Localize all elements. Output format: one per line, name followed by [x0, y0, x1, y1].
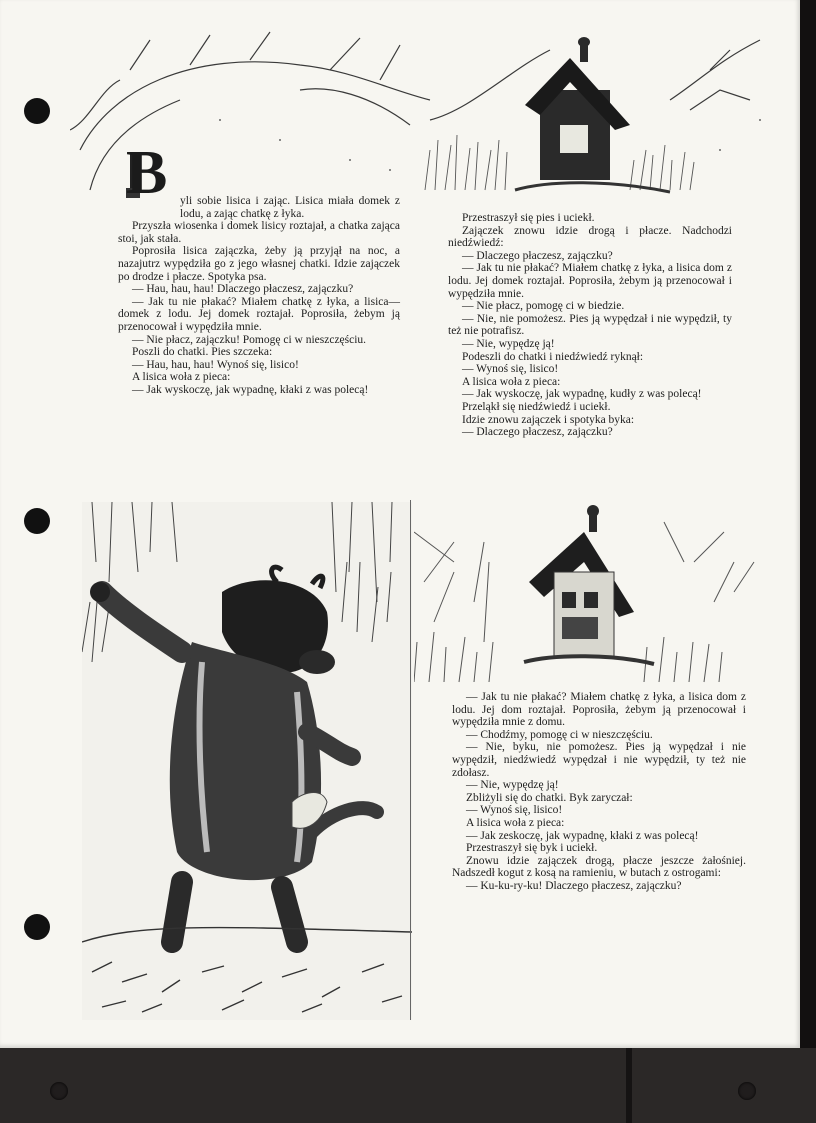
paragraph: — Wynoś się, lisico!: [466, 804, 563, 817]
dropcap-char: B: [126, 139, 168, 207]
paragraph: yli sobie lisica i zając. Lisica miała domek z lodu, a zając chatkę z łyka.: [180, 195, 400, 220]
hut-shape: [515, 37, 670, 192]
scanner-edge: [800, 0, 816, 1123]
paragraph: Podeszli do chatki i niedźwiedź ryknął:: [462, 350, 644, 363]
paragraph: — Jak wyskoczę, jak wypadnę, kudły z was polecą!: [462, 388, 702, 401]
paragraph: — Dlaczego płaczesz, zajączku?: [462, 249, 613, 262]
paragraph: — Jak tu nie płakać? Miałem chatkę z łyka, a lisica dom z lodu. Jej domek roztajał. Poprosiła, żebym ją przenocował i wypędziła mnie.: [448, 262, 732, 300]
paragraph: Znowu idzie zajączek drogą, płacze jeszcze żałośniej. Nadszedł kogut z kosą na ramieniu, w butach z ostrogami:: [452, 854, 746, 880]
bull-illustration: [82, 502, 412, 1020]
paragraph: — Nie, wypędzę ją!: [466, 779, 559, 792]
paragraph: — Nie płacz, pomogę ci w biedzie.: [462, 300, 625, 313]
paragraph: A lisica woła z pieca:: [462, 375, 561, 388]
paragraph: Zbliżyli się do chatki. Byk zaryczał:: [466, 791, 633, 804]
paragraph: — Ku-ku-ry-ku! Dlaczego płaczesz, zajączku?: [466, 879, 682, 892]
top-illustration: [70, 30, 790, 195]
paragraph: — Dlaczego płaczesz, zajączku?: [462, 426, 613, 439]
paragraph: — Hau, hau, hau! Wynoś się, lisico!: [132, 358, 299, 371]
bottom-hut-illustration: [414, 502, 759, 684]
scanner-seam: [626, 1048, 632, 1123]
paragraph: Zajączek znowu idzie drogą i płacze. Nadchodzi niedźwiedź:: [448, 224, 732, 250]
dropcap-letter: [126, 139, 178, 207]
paragraph: Przeląkł się niedźwiedź i uciekł.: [462, 400, 611, 413]
paragraph: Przestraszył się byk i uciekł.: [466, 842, 598, 855]
punch-hole: [24, 914, 50, 940]
paragraph: Poszli do chatki. Pies szczeka:: [132, 346, 273, 359]
scanner-bed: [0, 1048, 816, 1123]
scanner-rivet: [738, 1082, 756, 1100]
paragraph: — Nie, byku, nie pomożesz. Pies ją wypędzał i nie wypędził, niedźwiedź wypędzał i nie wypędził, ty też nie zdołasz.: [452, 741, 746, 779]
paragraph: — Jak zeskoczę, jak wypadnę, kłaki z was polecą!: [466, 829, 699, 842]
paragraph: — Nie płacz, zajączku! Pomogę ci w nieszczęściu.: [132, 333, 367, 346]
hut-shape: [524, 505, 654, 664]
column-divider: [410, 500, 411, 1020]
paragraph: — Wynoś się, lisico!: [462, 363, 559, 376]
paragraph: Przestraszył się pies i uciekł.: [462, 212, 595, 224]
paragraph: A lisica woła z pieca:: [466, 816, 565, 829]
text-column-bottom-right: [452, 691, 746, 893]
paragraph: Poprosiła lisica zajączka, żeby ją przyjął na noc, a nazajutrz wypędziła go z jego własnej chatki. Idzie zajączek po drodze i płacze. Spotyka psa.: [118, 245, 400, 283]
scanner-rivet: [50, 1082, 68, 1100]
paragraph: — Chodźmy, pomogę ci w nieszczęściu.: [466, 728, 653, 741]
punch-hole: [24, 98, 50, 124]
paragraph: Idzie znowu zajączek i spotyka byka:: [462, 413, 635, 426]
text-column-top-left: [118, 195, 400, 397]
punch-hole: [24, 508, 50, 534]
text-column-top-right: [448, 212, 732, 439]
paragraph: — Hau, hau, hau! Dlaczego płaczesz, zajączku?: [132, 283, 354, 296]
paragraph: — Nie, nie pomożesz. Pies ją wypędzał i nie wypędził, ty też nie potrafisz.: [448, 312, 732, 338]
paragraph: — Jak tu nie płakać? Miałem chatkę z łyka, a lisica—domek z lodu. Jej domek roztajał. Poprosiła, żebym ją przenocował i wypędziła mnie.: [118, 295, 400, 333]
paragraph: — Jak wyskoczę, jak wypadnę, kłaki z was polecą!: [132, 383, 369, 396]
paragraph: — Nie, wypędzę ją!: [462, 337, 555, 350]
paragraph: Przyszła wiosenka i domek lisicy roztajał, a chatka zająca stoi, jak stała.: [118, 220, 400, 245]
paragraph: — Jak tu nie płakać? Miałem chatkę z łyka, a lisica dom z lodu. Jej dom roztajał. Poprosiła, żebym ją przenocował i wypędziła mnie z domu.: [452, 691, 746, 729]
paragraph: A lisica woła z pieca:: [132, 371, 231, 384]
